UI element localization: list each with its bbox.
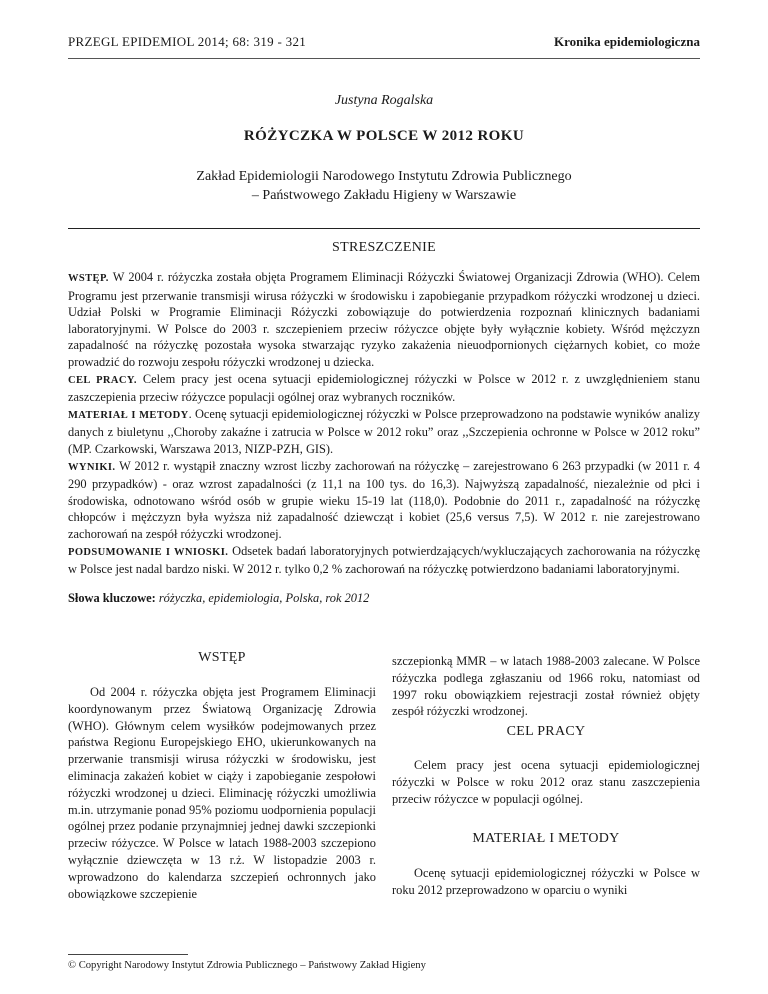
methods-section — [392, 865, 700, 899]
intro-section — [68, 684, 376, 902]
abstract-methods — [68, 406, 700, 458]
intro-heading: WSTĘP — [198, 650, 246, 665]
article-title: RÓŻYCZKA W POLSCE W 2012 ROKU — [243, 128, 525, 144]
copyright-footnote: © Copyright Narodowy Instytut Zdrowia Publicznego – Państwowy Zakład Higieny — [68, 960, 426, 971]
abstract-divider — [68, 228, 700, 229]
methods-paragraph: Ocenę sytuacji epidemiologicznej różyczki w Polsce w roku 2012 przeprowadzono w oparciu o wyniki — [392, 866, 700, 897]
affiliation-line-2: – Państwowego Zakładu Higieny w Warszawie — [251, 188, 517, 203]
keywords-label: Słowa kluczowe: — [68, 591, 156, 605]
abstract-heading: STRESZCZENIE — [332, 240, 436, 255]
intro-continued-section — [392, 653, 700, 720]
footnote-divider — [68, 954, 188, 955]
abstract-summary — [68, 543, 700, 578]
affiliation — [0, 167, 768, 205]
abstract-intro — [68, 269, 700, 371]
abstract-aim — [68, 371, 700, 406]
keywords — [68, 591, 700, 606]
abstract-methods-text: . Ocenę sytuacji epidemiologicznej różyczki w Polsce przeprowadzono na podstawie wyników analizy danych z biuletynu ,,Choroby zakaźne i zatrucia w Polsce w 2012 roku” oraz ,,Szczepienia ochronne w Polsce w 2012 roku” (MP. Czarkowski, Warszawa 2013, NIZP-PZH, GIS). — [68, 406, 700, 456]
intro-continued-paragraph: szczepionką MMR – w latach 1988-2003 zalecane. W Polsce różyczka podlega zgłaszaniu od 1966 roku, natomiast od 1997 roku obowiązkiem rejestracji został również objęty zespół różyczki wrodzonej. — [392, 654, 700, 719]
header-divider — [68, 58, 700, 59]
aim-paragraph: Celem pracy jest ocena sytuacji epidemiologicznej różyczki w Polsce w roku 2012 oraz stanu zaszczepienia przeciw różyczce w populacji ogólnej. — [392, 758, 700, 806]
abstract-summary-text: Odsetek badań laboratoryjnych potwierdzających/wykluczających zachorowania na różyczkę w Polsce jest nadal bardzo niski. W 2012 r. tylko 0,2 % zachorowań na różyczkę potwierdzono badaniami laboratoryjnymi. — [68, 543, 700, 577]
abstract-aim-label: CEL PRACY. — [68, 374, 137, 386]
aim-section — [392, 757, 700, 807]
methods-heading: MATERIAŁ I METODY — [472, 831, 620, 846]
affiliation-line-1: Zakład Epidemiologii Narodowego Instytutu Zdrowia Publicznego — [196, 169, 572, 184]
journal-citation: PRZEGL EPIDEMIOL 2014; 68: 319 - 321 — [68, 34, 307, 49]
abstract-results-label: WYNIKI. — [68, 461, 116, 473]
abstract-results-text: W 2012 r. wystąpił znaczny wzrost liczby zachorowań na różyczkę – zarejestrowano 6 263 przypadki (w 2011 r. 4 290 przypadków) - oraz wzrost zapadalności (z 11,1 na 100 tys. do 16,3). Najwyższą zapadalność, niezależnie od płci i środowiska, odnotowano wśród osób w grupie wieku 15-19 lat (118,0). Podobnie do 2011 r., zapadalność na różyczkę chłopców i mężczyzn była wyższa niż zapadalność dziewcząt i kobiet (25,6 versus 7,5). W 2012 r. nie zarejestrowano zachorowań na zespół różyczki wrodzonej. — [68, 458, 700, 541]
author-name: Justyna Rogalska — [334, 93, 434, 108]
keywords-text: różyczka, epidemiologia, Polska, rok 2012 — [155, 591, 370, 605]
aim-heading: CEL PRACY — [506, 724, 586, 739]
abstract-summary-label: PODSUMOWANIE I WNIOSKI. — [68, 546, 229, 558]
abstract-results — [68, 458, 700, 543]
abstract-aim-text: Celem pracy jest ocena sytuacji epidemiologicznej różyczki w Polsce w 2012 r. z uwzględnieniem stanu zaszczepienia przeciw różyczce populacji ogólnej oraz wybranych roczników. — [68, 371, 700, 405]
section-name: Kronika epidemiologiczna — [553, 34, 700, 49]
abstract-intro-label: WSTĘP. — [68, 273, 109, 284]
abstract-intro-text: W 2004 r. różyczka została objęta Programem Eliminacji Różyczki Światowej Organizacji Zdrowia (WHO). Celem Programu jest przerwanie transmisji wirusa różyczki w środowisku i zapobieganie przypadkom różyczki wrodzonej u dzieci. Udział Polski w Programie Eliminacji Różyczki zobowiązuje do potwierdzenia rozpoznań klinicznych badaniami laboratoryjnymi. W Polsce do 2003 r. szczepieniem przeciw różyczce objęte były wyłącznie kobiety. Wśród mężczyzn zapadalność na różyczkę pozostała wysoka stwarzając ryzyko zakażenia nieuodpornionych ciężarnych kobiet, co może prowadzić do rozwoju zespołu różyczki wrodzonej u dziecka. — [68, 270, 700, 369]
abstract-body — [68, 269, 700, 578]
intro-paragraph: Od 2004 r. różyczka objęta jest Programem Eliminacji koordynowanym przez Światową Organizację Zdrowia (WHO). Głównym celem wysiłków podejmowanych przez państwa Regionu Europejskiego EHO, ukierunkowanych na przerwanie transmisji wirusa różyczki w środowisku, jest eliminacja zakażeń kobiet w ciąży i zapobieganie zespołowi różyczki wrodzonej u dzieci. Eliminację różyczki umożliwia m.in. utrzymanie ponad 95% poziomu uodpornienia populacji ogólnej przez podanie przynajmniej jednej dawki szczepionki przeciw różyczce. W Polsce w latach 1988-2003 szczepiono wyłącznie dziewczęta w 13 r.ż. W listopadzie 2003 r. wprowadzono do kalendarza szczepień ochronnych jako obowiązkowe szczepienie — [68, 685, 376, 901]
abstract-methods-label: MATERIAŁ I METODY — [68, 409, 189, 421]
